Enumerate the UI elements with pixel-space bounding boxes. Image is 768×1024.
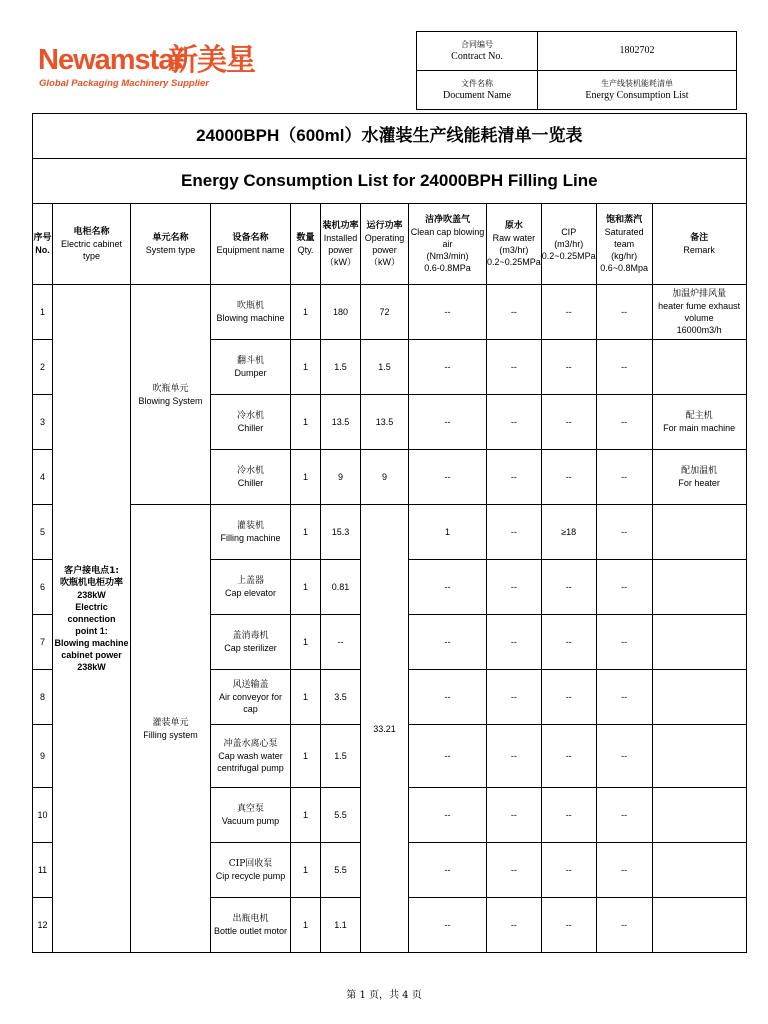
cell-cip: -- (541, 615, 596, 670)
col-header-air-unit: (Nm3/min) (426, 251, 469, 261)
cell-equipment (211, 615, 291, 670)
cell-raw-water: -- (487, 788, 542, 843)
cell-equipment (211, 898, 291, 953)
equipment-name-cn: 冷水机 (236, 466, 264, 476)
cell-installed-power: 1.1 (321, 898, 361, 953)
cell-cap-air: -- (409, 340, 487, 395)
cell-installed-power: 0.81 (321, 560, 361, 615)
cell-no: 7 (33, 615, 53, 670)
cell-qty: 1 (291, 615, 321, 670)
col-header-steam-unit: (kg/hr) (611, 251, 638, 261)
cell-qty: 1 (291, 450, 321, 505)
cell-cap-air: -- (409, 843, 487, 898)
cell-installed-power: 1.5 (321, 725, 361, 788)
cell-raw-water: -- (487, 340, 542, 395)
cell-cip: -- (541, 670, 596, 725)
cell-equipment (211, 505, 291, 560)
equipment-name-en: Cap elevator (224, 588, 277, 598)
logo-brand-text: Newamstar (38, 44, 184, 76)
remark-cn: 加温炉排风量 (672, 289, 727, 299)
contract-value: 1802702 (619, 45, 655, 56)
cell-cip: -- (541, 898, 596, 953)
contract-label-cn: 合同编号 (461, 39, 493, 49)
col-header-water-unit: (m3/hr) (499, 245, 529, 255)
equipment-name-en: Vacuum pump (221, 816, 280, 826)
cell-steam: -- (596, 340, 652, 395)
table-title-en: Energy Consumption List for 24000BPH Filling Line (33, 159, 747, 204)
logo-tagline: Global Packaging Machinery Supplier (39, 78, 209, 89)
equipment-name-en: Bottle outlet motor (213, 926, 288, 936)
cell-equipment (211, 670, 291, 725)
cell-remark (652, 843, 746, 898)
cell-no: 10 (33, 788, 53, 843)
col-header-air-cn: 洁净吹盖气 (424, 215, 470, 225)
col-header-no-en: No. (35, 245, 50, 255)
doc-label-cell (417, 71, 538, 110)
equipment-name-en: Filling machine (220, 533, 281, 543)
cell-no: 12 (33, 898, 53, 953)
col-header-cip-range: 0.2~0.25MPa (541, 251, 596, 261)
cell-raw-water: -- (487, 285, 542, 340)
col-header-cip-en: CIP (561, 227, 577, 237)
col-header-installed-unit: （kW） (325, 257, 356, 267)
col-header-steam (596, 204, 652, 285)
col-header-raw-water (487, 204, 542, 285)
cell-qty: 1 (291, 788, 321, 843)
remark-cn: 配加温机 (681, 466, 718, 476)
logo-brand-cn: 新美星 (168, 43, 255, 78)
col-header-water-range: 0.2~0.25MPa (487, 257, 541, 267)
company-logo (38, 44, 258, 100)
cell-raw-water: -- (487, 898, 542, 953)
col-header-steam-range: 0.6~0.8Mpa (600, 263, 648, 273)
cell-qty: 1 (291, 505, 321, 560)
cell-remark (652, 395, 746, 450)
cell-no: 4 (33, 450, 53, 505)
equipment-name-cn: CIP回收泵 (228, 859, 273, 869)
cell-steam: -- (596, 615, 652, 670)
system-blowing-cn: 吹瓶单元 (152, 383, 189, 394)
cabinet-line4: Electric connection (67, 601, 116, 624)
equipment-name-cn: 出瓶电机 (232, 914, 269, 924)
cell-system-filling (131, 505, 211, 953)
document-info-table (416, 31, 737, 110)
cell-no: 2 (33, 340, 53, 395)
doc-value-cell (538, 71, 737, 110)
cell-equipment (211, 843, 291, 898)
cell-cip: -- (541, 725, 596, 788)
cell-qty: 1 (291, 395, 321, 450)
col-header-remark-en: Remark (683, 245, 715, 255)
cell-cip: -- (541, 843, 596, 898)
col-header-operating-unit: （kW） (369, 257, 400, 267)
col-header-air-range: 0.6-0.8MPa (424, 263, 471, 273)
cell-operating-power-filling-merged: 33.21 (361, 505, 409, 953)
col-header-system-en: System type (145, 245, 196, 255)
doc-label-cn: 文件名称 (461, 78, 493, 88)
cell-cip: -- (541, 450, 596, 505)
col-header-steam-cn: 饱和蒸汽 (606, 215, 643, 225)
cell-installed-power: -- (321, 615, 361, 670)
page-footer: 第 1 页，共 4 页 (346, 990, 422, 1001)
cell-steam: -- (596, 560, 652, 615)
cell-qty: 1 (291, 670, 321, 725)
cabinet-line6: Blowing machine (54, 637, 129, 648)
doc-label-en: Document Name (442, 89, 512, 101)
col-header-cap-air (409, 204, 487, 285)
cell-cap-air: -- (409, 285, 487, 340)
equipment-name-cn: 真空泵 (236, 804, 264, 814)
col-header-cabinet-en: Electric cabinet type (60, 239, 123, 261)
cell-raw-water: -- (487, 450, 542, 505)
cell-cap-air: -- (409, 560, 487, 615)
cell-equipment (211, 395, 291, 450)
doc-value-cn: 生产线装机能耗清单 (601, 78, 673, 88)
equipment-name-en: Cip recycle pump (215, 871, 286, 881)
col-header-qty-cn: 数量 (296, 233, 315, 243)
cell-raw-water: -- (487, 615, 542, 670)
energy-consumption-table (32, 113, 747, 953)
cell-remark (652, 560, 746, 615)
equipment-name-cn: 盖消毒机 (232, 631, 269, 641)
col-header-operating-en1: Operating (364, 233, 405, 243)
cell-remark (652, 898, 746, 953)
col-header-no (33, 204, 53, 285)
cell-steam: -- (596, 395, 652, 450)
equipment-name-en: Air conveyor for cap (218, 692, 283, 714)
cell-qty: 1 (291, 898, 321, 953)
remark-cn: 配主机 (685, 411, 713, 421)
col-header-steam-en: Saturated team (604, 227, 644, 249)
cell-installed-power: 1.5 (321, 340, 361, 395)
cell-equipment (211, 560, 291, 615)
cell-remark (652, 450, 746, 505)
col-header-system-cn: 单元名称 (152, 233, 189, 243)
col-header-installed-en2: power (328, 245, 353, 255)
equipment-name-cn: 冲盖水离心泵 (223, 739, 278, 749)
col-header-equipment-en: Equipment name (216, 245, 285, 255)
contract-label-en: Contract No. (451, 50, 503, 62)
contract-label-cell (417, 32, 538, 71)
cell-remark (652, 340, 746, 395)
cell-no: 1 (33, 285, 53, 340)
cabinet-line1: 客户接电点1: (64, 565, 119, 576)
cell-raw-water: -- (487, 725, 542, 788)
equipment-name-en: Dumper (234, 368, 267, 378)
equipment-name-en2: centrifugal pump (217, 763, 284, 773)
cell-raw-water: -- (487, 843, 542, 898)
cell-cap-air: -- (409, 788, 487, 843)
cell-steam: -- (596, 788, 652, 843)
doc-value-en: Energy Consumption List (585, 89, 689, 101)
cell-cap-air: -- (409, 898, 487, 953)
cell-cip: -- (541, 340, 596, 395)
cell-cap-air: -- (409, 395, 487, 450)
col-header-installed-en1: Installed (323, 233, 358, 243)
cell-remark (652, 670, 746, 725)
cell-installed-power: 3.5 (321, 670, 361, 725)
col-header-air-en: Clean cap blowing air (410, 227, 485, 249)
cell-qty: 1 (291, 285, 321, 340)
cell-qty: 1 (291, 843, 321, 898)
cell-equipment (211, 340, 291, 395)
cell-qty: 1 (291, 340, 321, 395)
cell-cip: ≥18 (541, 505, 596, 560)
cell-operating-power: 13.5 (361, 395, 409, 450)
col-header-cabinet (53, 204, 131, 285)
col-header-remark (652, 204, 746, 285)
cell-raw-water: -- (487, 560, 542, 615)
cell-operating-power: 72 (361, 285, 409, 340)
col-header-no-cn: 序号 (33, 233, 52, 243)
equipment-name-en: Chiller (237, 423, 264, 433)
cell-operating-power: 9 (361, 450, 409, 505)
cell-installed-power: 5.5 (321, 843, 361, 898)
cell-raw-water: -- (487, 670, 542, 725)
equipment-name-en: Chiller (237, 478, 264, 488)
cell-no: 5 (33, 505, 53, 560)
cell-raw-water: -- (487, 395, 542, 450)
cell-no: 3 (33, 395, 53, 450)
table-title-cn: 24000BPH（600ml）水灌装生产线能耗清单一览表 (33, 114, 747, 159)
cell-steam: -- (596, 450, 652, 505)
cell-installed-power: 15.3 (321, 505, 361, 560)
equipment-name-cn: 翻斗机 (236, 356, 264, 366)
equipment-name-cn: 吹瓶机 (236, 301, 264, 311)
cell-steam: -- (596, 725, 652, 788)
cabinet-line5: point 1: (75, 625, 108, 636)
col-header-qty-en: Qty. (297, 245, 314, 255)
cell-installed-power: 9 (321, 450, 361, 505)
table-header-row (33, 204, 747, 285)
cabinet-line7: cabinet power 238kW (61, 649, 122, 672)
cell-steam: -- (596, 670, 652, 725)
cell-equipment (211, 450, 291, 505)
remark-en2: 16000m3/h (676, 325, 722, 335)
cell-operating-power: 1.5 (361, 340, 409, 395)
contract-value-cell (538, 32, 737, 71)
cell-cip: -- (541, 788, 596, 843)
equipment-name-cn: 风送输盖 (232, 680, 269, 690)
equipment-name-cn: 冷水机 (236, 411, 264, 421)
col-header-water-en: Raw water (492, 233, 536, 243)
col-header-operating-cn: 运行功率 (366, 221, 403, 231)
table-row (33, 285, 747, 340)
cell-remark (652, 725, 746, 788)
table-row (33, 505, 747, 560)
cell-qty: 1 (291, 725, 321, 788)
col-header-operating-power (361, 204, 409, 285)
cell-system-blowing (131, 285, 211, 505)
cell-steam: -- (596, 505, 652, 560)
equipment-name-en: Cap sterilizer (224, 643, 277, 653)
cell-installed-power: 5.5 (321, 788, 361, 843)
col-header-equipment-cn: 设备名称 (232, 233, 269, 243)
cell-cap-air: 1 (409, 505, 487, 560)
cell-cap-air: -- (409, 615, 487, 670)
equipment-name-cn: 上盖器 (236, 576, 264, 586)
remark-en: heater fume exhaust volume (658, 301, 741, 323)
equipment-name-en: Blowing machine (216, 313, 285, 323)
col-header-qty (291, 204, 321, 285)
cell-raw-water: -- (487, 505, 542, 560)
col-header-remark-cn: 备注 (690, 233, 709, 243)
cell-cap-air: -- (409, 670, 487, 725)
system-filling-en: Filling system (143, 729, 198, 740)
cell-qty: 1 (291, 560, 321, 615)
cell-steam: -- (596, 285, 652, 340)
col-header-equipment (211, 204, 291, 285)
cell-cap-air: -- (409, 450, 487, 505)
cell-no: 9 (33, 725, 53, 788)
cabinet-line2: 吹瓶机电柜功率 (59, 577, 123, 588)
system-filling-cn: 灌装单元 (152, 717, 189, 728)
system-blowing-en: Blowing System (138, 395, 203, 406)
cell-remark (652, 788, 746, 843)
col-header-cip-unit: (m3/hr) (554, 239, 584, 249)
cell-cap-air: -- (409, 725, 487, 788)
cell-cabinet-merged (53, 285, 131, 953)
col-header-installed-cn: 装机功率 (322, 221, 359, 231)
col-header-water-cn: 原水 (504, 221, 523, 231)
cell-cip: -- (541, 285, 596, 340)
cell-cip: -- (541, 395, 596, 450)
cabinet-line3: 238kW (77, 589, 106, 600)
cell-equipment (211, 788, 291, 843)
col-header-operating-en2: power (372, 245, 397, 255)
remark-en: For main machine (663, 423, 736, 433)
cell-remark (652, 615, 746, 670)
cell-no: 8 (33, 670, 53, 725)
equipment-name-en: Cap wash water (218, 751, 283, 761)
col-header-cabinet-cn: 电柜名称 (73, 227, 110, 237)
cell-cip: -- (541, 560, 596, 615)
cell-equipment (211, 285, 291, 340)
remark-en: For heater (678, 478, 720, 488)
cell-equipment (211, 725, 291, 788)
cell-steam: -- (596, 843, 652, 898)
cell-no: 11 (33, 843, 53, 898)
col-header-system (131, 204, 211, 285)
cell-installed-power: 13.5 (321, 395, 361, 450)
cell-steam: -- (596, 898, 652, 953)
cell-installed-power: 180 (321, 285, 361, 340)
col-header-installed-power (321, 204, 361, 285)
cell-remark (652, 285, 746, 340)
equipment-name-cn: 灌装机 (236, 521, 264, 531)
cell-no: 6 (33, 560, 53, 615)
col-header-cip (541, 204, 596, 285)
cell-remark (652, 505, 746, 560)
